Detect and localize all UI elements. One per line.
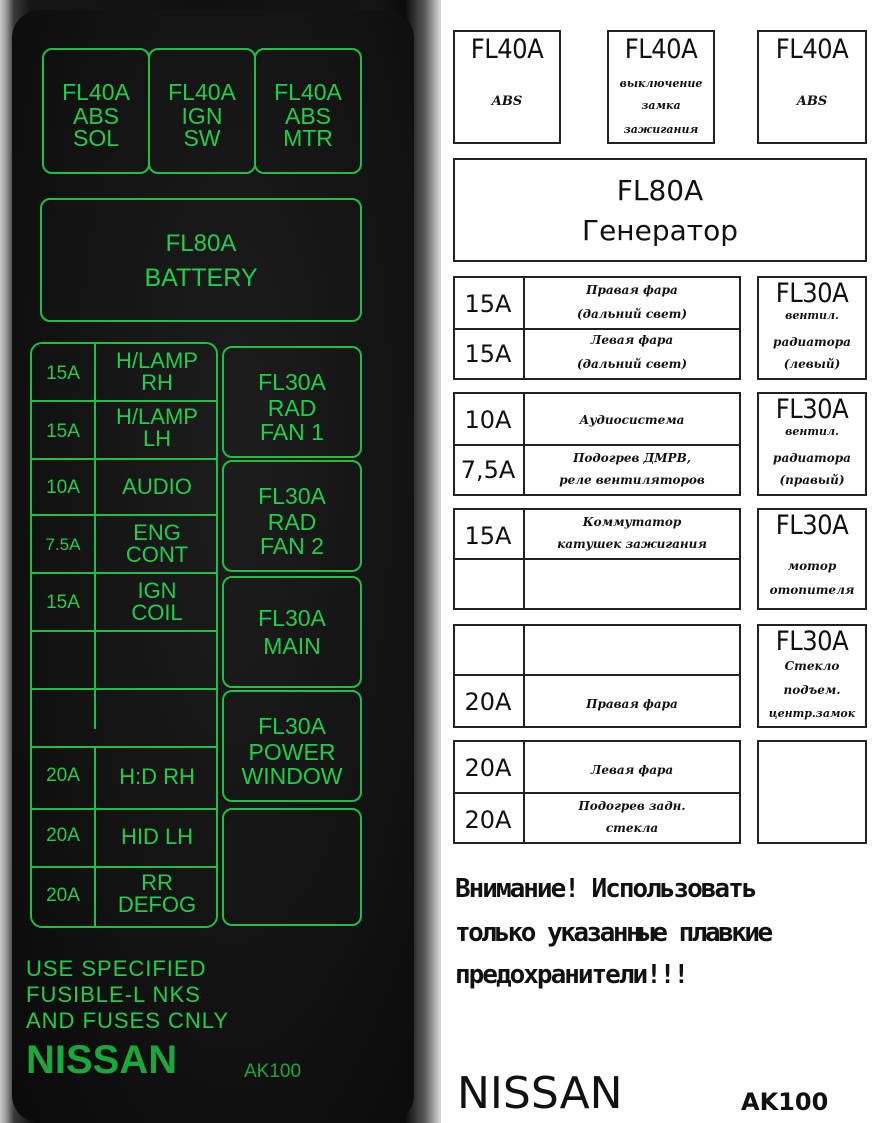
photo-fuse-abs-mtr: [254, 48, 362, 174]
diagram-desc-left-high-1: Левая фара: [590, 333, 674, 347]
diagram-amp-maf: 7,5A: [460, 456, 516, 484]
photo-row-sep: [32, 688, 216, 690]
diagram-fan-left-amp: FL30A: [775, 278, 849, 309]
diagram-desc-maf-2: реле вентиляторов: [559, 473, 705, 487]
diagram-heater-desc-2: отопителя: [769, 583, 855, 597]
photo-fuse-rad-fan-1: [222, 346, 362, 458]
diagram-fan-left-desc-3: (левый): [783, 357, 841, 371]
diagram-fuse-fan-left: [757, 276, 867, 380]
fuse-diagram: [440, 0, 880, 1123]
photo-fuse-rad-fan-2: [222, 460, 362, 572]
diagram-window-amp: FL30A: [775, 626, 849, 657]
diagram-divider: [453, 558, 741, 560]
diagram-brand: NISSAN: [457, 1068, 623, 1119]
photo-fuse-ign-sw: [148, 48, 256, 174]
photo-amp-eng-cont: 7.5A: [45, 535, 81, 554]
diagram-desc-ign-coil-2: катушек зажигания: [557, 537, 707, 551]
photo-rad-fan-1-line3: FAN 1: [260, 419, 324, 445]
diagram-generator-desc: Генератор: [582, 214, 738, 247]
diagram-desc-rear-defog-1: Подогрев задн.: [578, 799, 686, 813]
photo-rad-fan-1-amp: FL30A: [258, 369, 326, 395]
photo-rad-fan-1-line2: RAD: [267, 395, 317, 421]
diagram-fuse-abs-2-amp: FL40A: [775, 34, 849, 65]
photo-amp-hid-rh: 20A: [46, 765, 80, 786]
photo-row-sep: [32, 458, 216, 460]
diagram-fuse-window: [757, 624, 867, 728]
diagram-fan-right-amp: FL30A: [775, 394, 849, 425]
photo-row-sep: [32, 630, 216, 632]
diagram-fuse-ignition-desc-1: выключение: [619, 77, 703, 90]
photo-warning-line-1: USE SPECIFIED: [26, 956, 207, 981]
photo-label-hlamp-rh-2: RH: [141, 370, 173, 395]
photo-row-sep: [32, 866, 216, 868]
photo-label-hid-lh: HID LH: [120, 824, 194, 849]
diagram-divider: [453, 328, 741, 330]
diagram-fan-right-desc-3: (правый): [779, 473, 845, 487]
photo-row-sep: [32, 746, 216, 748]
photo-fuse-main: [222, 576, 362, 688]
diagram-warning-line-1: Внимание! Использовать: [455, 874, 756, 904]
photo-main-amp: FL30A: [258, 605, 326, 631]
photo-amp-audio: 10A: [46, 477, 80, 498]
diagram-desc-maf-1: Подогрев ДМРВ,: [573, 451, 691, 465]
photo-label-hid-rh: H:D RH: [119, 764, 195, 789]
diagram-warning-line-2: только указанные плавкие: [455, 918, 771, 948]
photo-brand-logo: NISSAN: [26, 1038, 178, 1082]
diagram-fuse-ignition-desc-3: зажигания: [623, 123, 699, 136]
photo-fuse-abs-sol-line2: ABS: [72, 103, 120, 129]
photo-label-rr-defog-2: DEFOG: [117, 892, 197, 917]
photo-fuse-ign-sw-line2: IGN: [181, 103, 223, 129]
photo-power-window-line3: WINDOW: [241, 763, 343, 789]
diagram-divider: [453, 792, 741, 794]
photo-label-hlamp-lh-1: H/LAMP: [116, 404, 198, 429]
diagram-desc-right-lamp: Правая фара: [586, 697, 678, 711]
diagram-fan-right-desc-2: радиатора: [773, 451, 851, 465]
diagram-fuse-fan-right: [757, 392, 867, 496]
photo-power-window-line2: POWER: [248, 739, 336, 765]
photo-label-ign-coil-1: IGN: [137, 578, 177, 603]
photo-fuse-power-window: [222, 690, 362, 802]
photo-power-window-amp: FL30A: [258, 713, 326, 739]
photo-amp-ign-coil: 15A: [46, 592, 80, 613]
diagram-window-desc-3: центр.замок: [768, 707, 856, 720]
diagram-amp-audio: 10A: [464, 406, 512, 434]
photo-fuse-abs-mtr-amp: FL40A: [274, 79, 342, 105]
diagram-amp-right-high: 15A: [464, 290, 512, 318]
diagram-fuse-abs-1: [453, 30, 561, 144]
photo-row-sep: [32, 514, 216, 516]
photo-fuse-abs-sol-line3: SOL: [72, 125, 120, 151]
diagram-fuse-abs-1-desc: ABS: [491, 94, 523, 109]
diagram-amp-rear-defog: 20A: [464, 806, 512, 834]
diagram-desc-rear-defog-2: стекла: [605, 821, 659, 835]
photo-fuse-abs-sol: [42, 48, 150, 174]
diagram-desc-ign-coil-1: Коммутатор: [582, 515, 682, 529]
diagram-desc-audio: Аудиосистема: [579, 413, 685, 427]
diagram-fan-left-desc-1: вентил.: [785, 309, 839, 322]
photo-rad-fan-2-line2: RAD: [267, 509, 317, 535]
diagram-fuse-heater: [757, 508, 867, 610]
diagram-fuse-abs-2: [757, 30, 867, 144]
photo-label-audio: AUDIO: [122, 474, 192, 499]
diagram-desc-left-lamp: Левая фара: [590, 763, 674, 777]
diagram-desc-left-high-2: (дальний свет): [576, 357, 688, 371]
diagram-empty-slot: [757, 740, 867, 844]
diagram-desc-right-high-1: Правая фара: [586, 283, 678, 297]
diagram-fuse-ignition-amp: FL40A: [624, 34, 698, 65]
diagram-warning-line-3: предохранители!!!: [455, 960, 688, 990]
diagram-generator-amp: FL80A: [616, 174, 704, 207]
diagram-amp-right-lamp: 20A: [464, 688, 512, 716]
diagram-window-desc-1: Стекло: [784, 659, 840, 673]
diagram-fan-right-desc-1: вентил.: [785, 425, 839, 438]
photo-label-rr-defog-1: RR: [141, 870, 173, 895]
diagram-desc-right-high-2: (дальний свет): [576, 307, 688, 321]
photo-battery-label: BATTERY: [144, 264, 258, 292]
photo-amp-hlamp-lh: 15A: [46, 421, 80, 442]
photo-warning-line-3: AND FUSES CNLY: [26, 1008, 230, 1033]
photo-warning-line-2: FUSIBLE-L NKS: [26, 982, 201, 1007]
photo-amp-rr-defog: 20A: [46, 885, 80, 906]
photo-fuse-abs-mtr-line2: ABS: [284, 103, 332, 129]
diagram-amp-left-high: 15A: [464, 340, 512, 368]
diagram-fan-left-desc-2: радиатора: [773, 335, 851, 349]
photo-label-hlamp-lh-2: LH: [142, 426, 172, 451]
photo-label-ign-coil-2: COIL: [131, 600, 183, 625]
diagram-amp-ign-coil: 15A: [464, 522, 512, 550]
photo-label-eng-cont-2: CONT: [125, 542, 189, 567]
diagram-fuse-ignition: [607, 30, 715, 144]
photo-amp-hid-lh: 20A: [46, 825, 80, 846]
photo-model-label: AK100: [244, 1061, 302, 1082]
photo-rad-fan-2-amp: FL30A: [258, 483, 326, 509]
diagram-heater-desc-1: мотор: [787, 559, 837, 573]
photo-rad-fan-2-line3: FAN 2: [260, 533, 324, 559]
diagram-fuse-abs-2-desc: ABS: [796, 94, 828, 109]
diagram-fuse-ignition-desc-2: замка: [641, 99, 681, 112]
photo-label-eng-cont-1: ENG: [133, 520, 181, 545]
photo-battery-amp: FL80A: [165, 230, 237, 257]
photo-fuse-abs-sol-amp: FL40A: [62, 79, 130, 105]
photo-fuse-abs-mtr-line3: MTR: [283, 125, 333, 151]
photo-label-hlamp-rh-1: H/LAMP: [116, 348, 198, 373]
diagram-divider: [523, 624, 525, 728]
diagram-model: AK100: [741, 1088, 829, 1116]
diagram-divider: [453, 444, 741, 446]
photo-fuse-ign-sw-amp: FL40A: [168, 79, 236, 105]
diagram-amp-left-lamp: 20A: [464, 754, 512, 782]
diagram-heater-amp: FL30A: [775, 510, 849, 541]
photo-row-sep: [32, 400, 216, 402]
diagram-window-desc-2: подъем.: [783, 683, 841, 697]
diagram-divider: [453, 674, 741, 676]
photo-row-sep: [32, 808, 216, 810]
photo-fuse-battery: [40, 198, 362, 322]
photo-main-label: MAIN: [263, 633, 321, 659]
photo-amp-hlamp-rh: 15A: [46, 363, 80, 384]
diagram-fuse-generator: [453, 158, 867, 262]
diagram-fuse-abs-1-amp: FL40A: [470, 34, 544, 65]
photo-row-sep: [32, 572, 216, 574]
photo-fuse-empty-slot: [222, 808, 362, 926]
photo-fuse-ign-sw-line3: SW: [183, 125, 221, 151]
